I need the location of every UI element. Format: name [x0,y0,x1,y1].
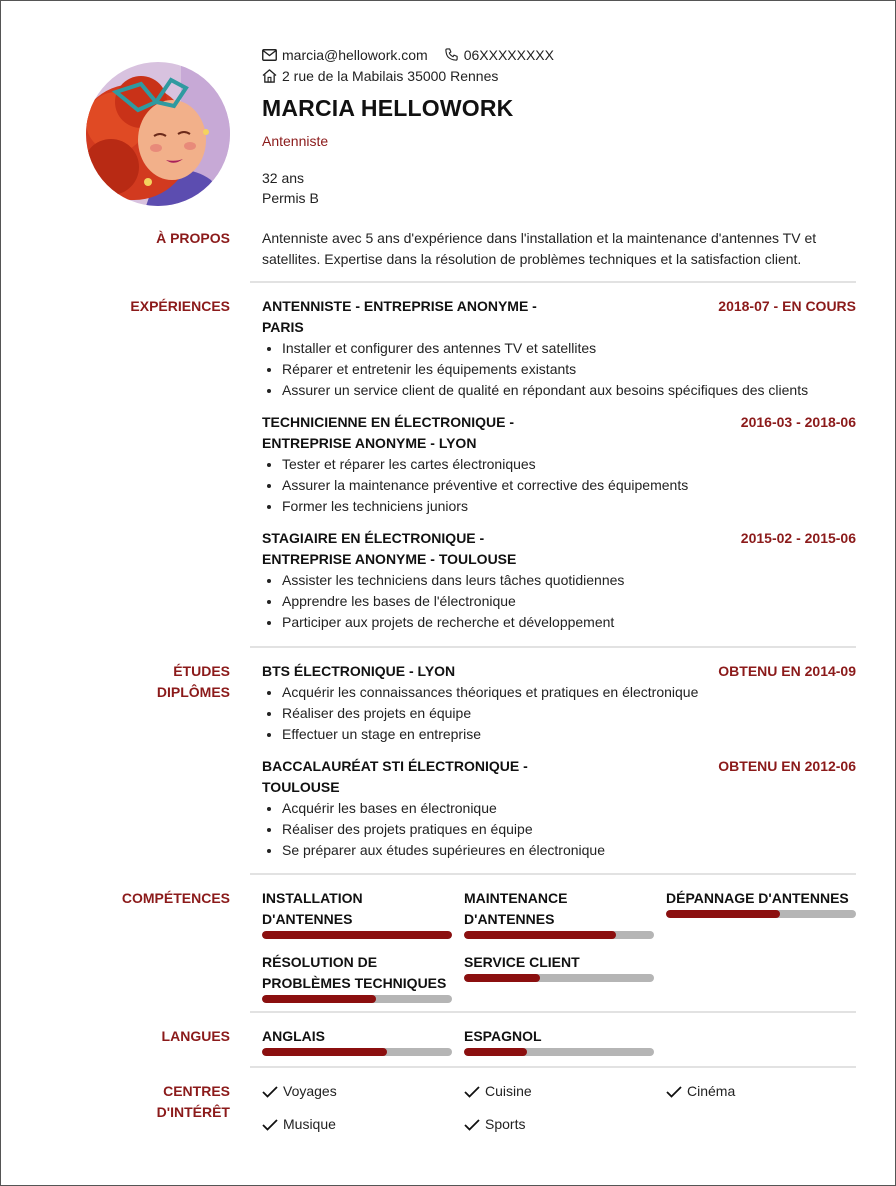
language-bar-fill [262,1048,387,1056]
experience-date: 2018-07 - EN COURS [718,298,856,314]
home-icon [262,69,277,83]
language-item [262,1026,452,1056]
experience-bullets [262,338,856,401]
list-item: • Installer et configurer des antennes TV et satellites [282,338,856,359]
divider [250,646,856,648]
languages-label: LANGUES [161,1028,230,1044]
address-item [262,68,498,84]
experience-date: 2016-03 - 2018-06 [740,414,856,430]
interest-label: Sports [485,1116,526,1132]
age: 32 ans [262,170,305,186]
skill-name: MAINTENANCE D'ANTENNES [464,890,568,927]
interest-item [262,1114,452,1135]
interests-label-line1: CENTRES [163,1083,230,1099]
list-item: • Participer aux projets de recherche et développement [282,612,856,633]
email-item [262,47,428,63]
skill-bar [262,931,452,939]
skill-name: RÉSOLUTION DE PROBLÈMES TECHNIQUES [262,954,447,991]
interest-label: Cinéma [687,1083,736,1099]
language-bar-fill [464,1048,527,1056]
education-title: BTS ÉLECTRONIQUE - LYON [262,663,456,679]
avatar [86,62,230,206]
list-item: • Tester et réparer les cartes électroniques [282,454,856,475]
skill-bar [666,910,856,918]
skills-grid [262,888,856,1003]
skill-item [262,888,452,939]
experience-date: 2015-02 - 2015-06 [740,530,856,546]
skill-bar [464,974,654,982]
skill-bar [464,931,654,939]
checkmark-icon [262,1119,278,1131]
education-bullets [262,682,856,745]
list-item: • Assurer un service client de qualité en répondant aux besoins spécifiques des clients [282,380,856,401]
interest-label: Cuisine [485,1083,532,1099]
list-item: • Réaliser des projets en équipe [282,703,856,724]
checkmark-icon [464,1086,480,1098]
skill-item [262,952,452,1003]
experience-title: STAGIAIRE EN ÉLECTRONIQUE - ENTREPRISE ANONYME - TOULOUSE [262,530,517,567]
language-bar [262,1048,452,1056]
experience-bullets [262,454,856,517]
checkmark-icon [666,1086,682,1098]
education-bullets [262,798,856,861]
languages-grid [262,1026,856,1056]
skill-name: INSTALLATION D'ANTENNES [262,890,363,927]
divider [250,1011,856,1013]
avatar-illustration [86,62,230,206]
list-item: • Assister les techniciens dans leurs tâches quotidiennes [282,570,856,591]
skill-bar-fill [464,931,616,939]
envelope-icon [262,49,277,61]
divider [250,281,856,283]
interest-label: Voyages [283,1083,337,1099]
experiences-label: EXPÉRIENCES [130,298,230,314]
skill-bar-fill [262,995,376,1003]
list-item: • Apprendre les bases de l'électronique [282,591,856,612]
language-item [464,1026,654,1056]
education-entry [262,756,856,861]
skill-name: SERVICE CLIENT [464,954,580,970]
interest-item [666,1081,856,1102]
education-title: BACCALAURÉAT STI ÉLECTRONIQUE - TOULOUSE [262,758,528,795]
interest-item [464,1114,654,1135]
education-list [262,661,856,872]
list-item: • Former les techniciens juniors [282,496,856,517]
skills-label: COMPÉTENCES [121,890,230,906]
divider [250,1066,856,1068]
education-label-line1: ÉTUDES [173,663,230,679]
education-date: OBTENU EN 2012-06 [718,758,856,774]
experience-entry [262,296,856,401]
language-name: ESPAGNOL [464,1028,542,1044]
interest-label: Musique [283,1116,336,1132]
list-item: • Réparer et entretenir les équipements existants [282,359,856,380]
list-item: • Acquérir les connaissances théoriques et pratiques en électronique [282,682,856,703]
experience-entry [262,528,856,633]
driving-license: Permis B [262,190,319,206]
education-label [61,661,230,703]
list-item: • Réaliser des projets pratiques en équipe [282,819,856,840]
language-bar [464,1048,654,1056]
experience-title: TECHNICIENNE EN ÉLECTRONIQUE - ENTREPRISE ANONYME - LYON [262,414,515,451]
education-label-line2: DIPLÔMES [156,684,230,700]
experiences-list [262,296,856,644]
skill-item [464,952,654,1003]
interests-label [61,1081,230,1123]
skill-name: DÉPANNAGE D'ANTENNES [666,890,849,906]
phone-text[interactable]: 06XXXXXXXX [463,46,554,63]
language-name: ANGLAIS [262,1028,325,1044]
experience-entry [262,412,856,517]
contact-line-1 [262,44,862,65]
experience-bullets [262,570,856,633]
candidate-name: MARCIA HELLOWORK [262,95,514,121]
list-item: • Acquérir les bases en électronique [282,798,856,819]
address-text: 2 rue de la Mabilais 35000 Rennes [282,67,499,84]
email-text[interactable]: marcia@hellowork.com [282,46,428,63]
list-item: • Se préparer aux études supérieures en électronique [282,840,856,861]
skill-item [666,888,856,939]
contact-line-2 [262,65,862,86]
job-title: Antenniste [262,133,329,149]
skill-bar [262,995,452,1003]
interests-grid [262,1081,856,1135]
skill-bar-fill [464,974,540,982]
education-date: OBTENU EN 2014-09 [718,663,856,679]
checkmark-icon [464,1119,480,1131]
phone-item [444,47,554,63]
skill-item [464,888,654,939]
experience-title: ANTENNISTE - ENTREPRISE ANONYME - PARIS [262,298,537,335]
phone-icon [444,47,459,62]
resume-header [262,44,862,206]
skill-bar-fill [666,910,780,918]
interests-label-line2: D'INTÉRÊT [156,1104,230,1120]
list-item: • Assurer la maintenance préventive et corrective des équipements [282,475,856,496]
skill-bar-fill [262,931,452,939]
list-item: • Effectuer un stage en entreprise [282,724,856,745]
about-text: Antenniste avec 5 ans d'expérience dans l'installation et la maintenance d'antennes TV et satellites. Expertise dans la résolution de problèmes techniques et la satisfaction client. [262,230,817,267]
divider [250,873,856,875]
education-entry [262,661,856,745]
interest-item [262,1081,452,1102]
checkmark-icon [262,1086,278,1098]
about-label: À PROPOS [156,230,230,246]
interest-item [464,1081,654,1102]
